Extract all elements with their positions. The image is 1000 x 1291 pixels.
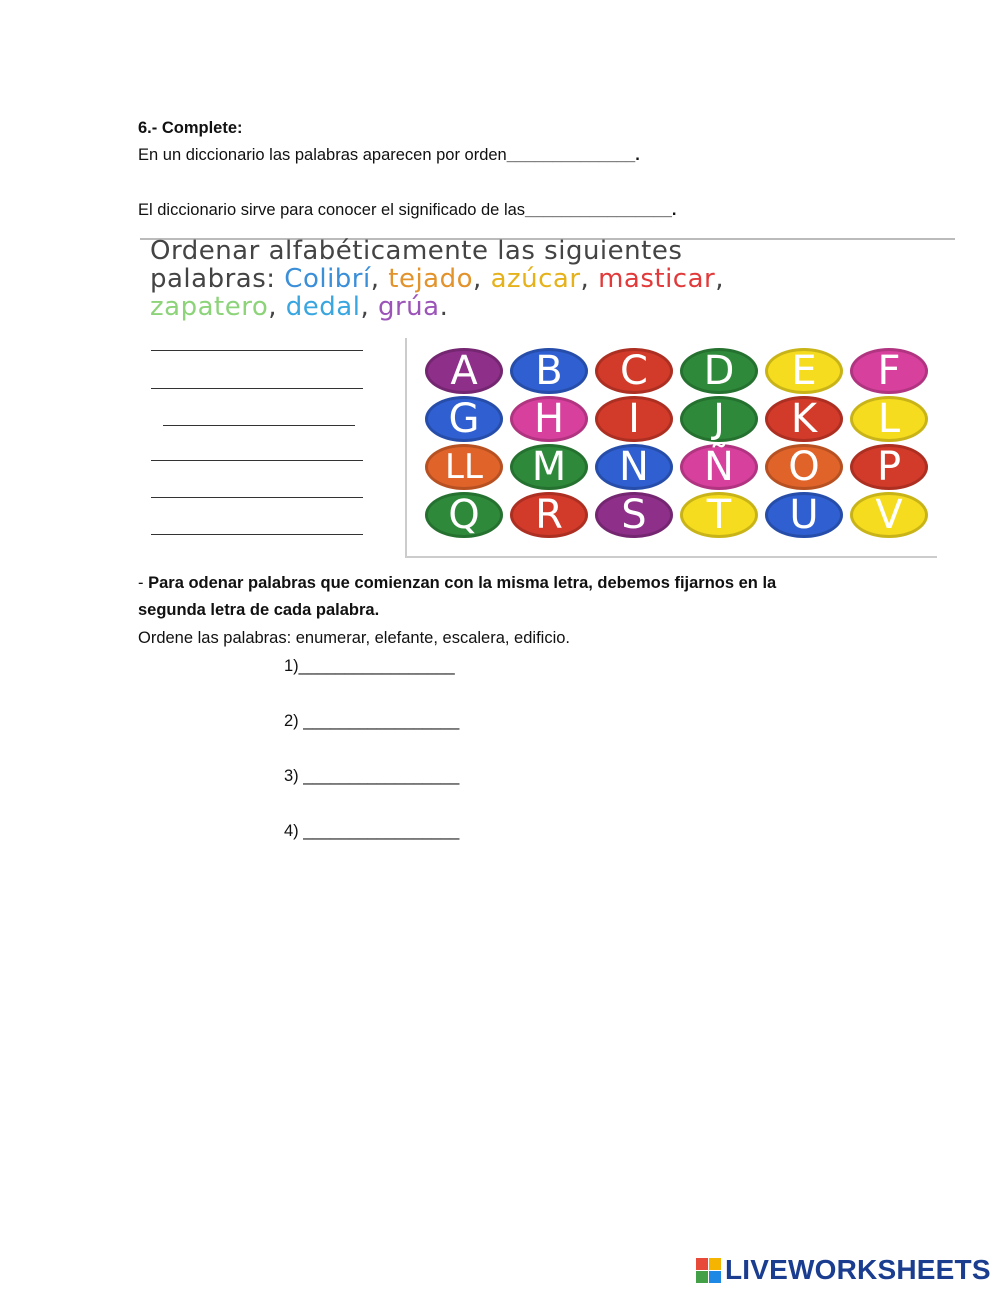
word-separator: , (580, 264, 599, 294)
logo-badge-square (696, 1271, 708, 1283)
logo-badge-icon (696, 1258, 721, 1283)
alphabet-letter-u: U (765, 492, 843, 538)
sentence-meaning-text: El diccionario sirve para conocer el significado de las (138, 201, 526, 219)
word-text: tejado (388, 264, 474, 294)
order-answer-3[interactable]: 3) _________________ (284, 767, 460, 785)
word-separator: , (370, 264, 389, 294)
alphabet-letter-s: S (595, 492, 673, 538)
alphabet-letter-a: A (425, 348, 503, 394)
alphabet-letter-o: O (765, 444, 843, 490)
image-title-line3 (150, 292, 448, 322)
alphabet-letter-l: L (850, 396, 928, 442)
sentence-meaning (138, 199, 676, 221)
alphabet-board (405, 338, 937, 558)
alphabet-letter-ñ: Ñ (680, 444, 758, 490)
alphabet-letter-c: C (595, 348, 673, 394)
alphabet-letter-ll: LL (425, 444, 503, 490)
word-colibri (284, 264, 388, 294)
word-text: azúcar (490, 264, 581, 294)
answer-line-6[interactable] (151, 534, 363, 535)
alphabet-letter-d: D (680, 348, 758, 394)
word-masticar (598, 264, 724, 294)
word-separator: , (715, 264, 724, 294)
alphabet-letter-i: I (595, 396, 673, 442)
word-separator: , (268, 292, 286, 322)
alphabet-letter-b: B (510, 348, 588, 394)
alphabet-letter-h: H (510, 396, 588, 442)
word-text: grúa (377, 292, 440, 322)
alphabet-letter-f: F (850, 348, 928, 394)
order-answer-4[interactable]: 4) _________________ (284, 822, 460, 840)
alphabet-letter-e: E (765, 348, 843, 394)
logo-badge-square (709, 1258, 721, 1270)
answer-line-4[interactable] (151, 460, 363, 461)
logo-badge-square (709, 1271, 721, 1283)
alphabet-letter-n: N (595, 444, 673, 490)
answer-blank-meaning[interactable]: ________________. (525, 201, 677, 219)
image-title-prefix: palabras: (150, 264, 276, 294)
word-grua (378, 292, 448, 322)
word-text: Colibrí (284, 264, 371, 294)
word-text: zapatero (150, 292, 269, 322)
logo-text: LIVEWORKSHEETS (725, 1254, 991, 1285)
word-text: masticar (598, 264, 716, 294)
section-heading: 6.- Complete: (138, 119, 243, 137)
word-separator: . (439, 292, 449, 322)
order-answer-1[interactable]: 1)_________________ (284, 657, 455, 675)
logo-badge-square (696, 1258, 708, 1270)
answer-line-5[interactable] (151, 497, 363, 498)
alphabet-letter-v: V (850, 492, 928, 538)
order-instruction: Ordene las palabras: enumerar, elefante, escalera, edificio. (138, 629, 570, 647)
answer-blank-order[interactable]: ______________. (506, 146, 640, 164)
alphabet-letter-q: Q (425, 492, 503, 538)
word-zapatero (150, 292, 286, 322)
alphabet-letter-g: G (425, 396, 503, 442)
alphabet-letter-r: R (510, 492, 588, 538)
image-title-line2 (150, 264, 724, 294)
word-separator: , (360, 292, 378, 322)
word-tejado (388, 264, 490, 294)
image-title-line1: Ordenar alfabéticamente las siguientes (150, 236, 683, 266)
answer-line-2[interactable] (151, 388, 363, 389)
alphabet-letter-t: T (680, 492, 758, 538)
rule-line-2: segunda letra de cada palabra. (138, 601, 380, 619)
word-dedal (286, 292, 378, 322)
rule-dash: - (138, 574, 149, 592)
liveworksheets-logo (696, 1254, 991, 1286)
word-text: dedal (285, 292, 361, 322)
order-answer-2[interactable]: 2) _________________ (284, 712, 460, 730)
answer-line-3[interactable] (163, 425, 355, 426)
word-separator: , (473, 264, 491, 294)
sentence-order-text: En un diccionario las palabras aparecen por orden (138, 146, 507, 164)
alphabet-letter-k: K (765, 396, 843, 442)
alphabet-letter-m: M (510, 444, 588, 490)
alphabet-letter-j: J (680, 396, 758, 442)
sentence-order (138, 144, 640, 166)
rule-text-1: Para odenar palabras que comienzan con la misma letra, debemos fijarnos en la (148, 574, 777, 592)
rule-line-1 (138, 572, 776, 594)
word-azucar (491, 264, 599, 294)
alphabet-letter-p: P (850, 444, 928, 490)
answer-line-1[interactable] (151, 350, 363, 351)
